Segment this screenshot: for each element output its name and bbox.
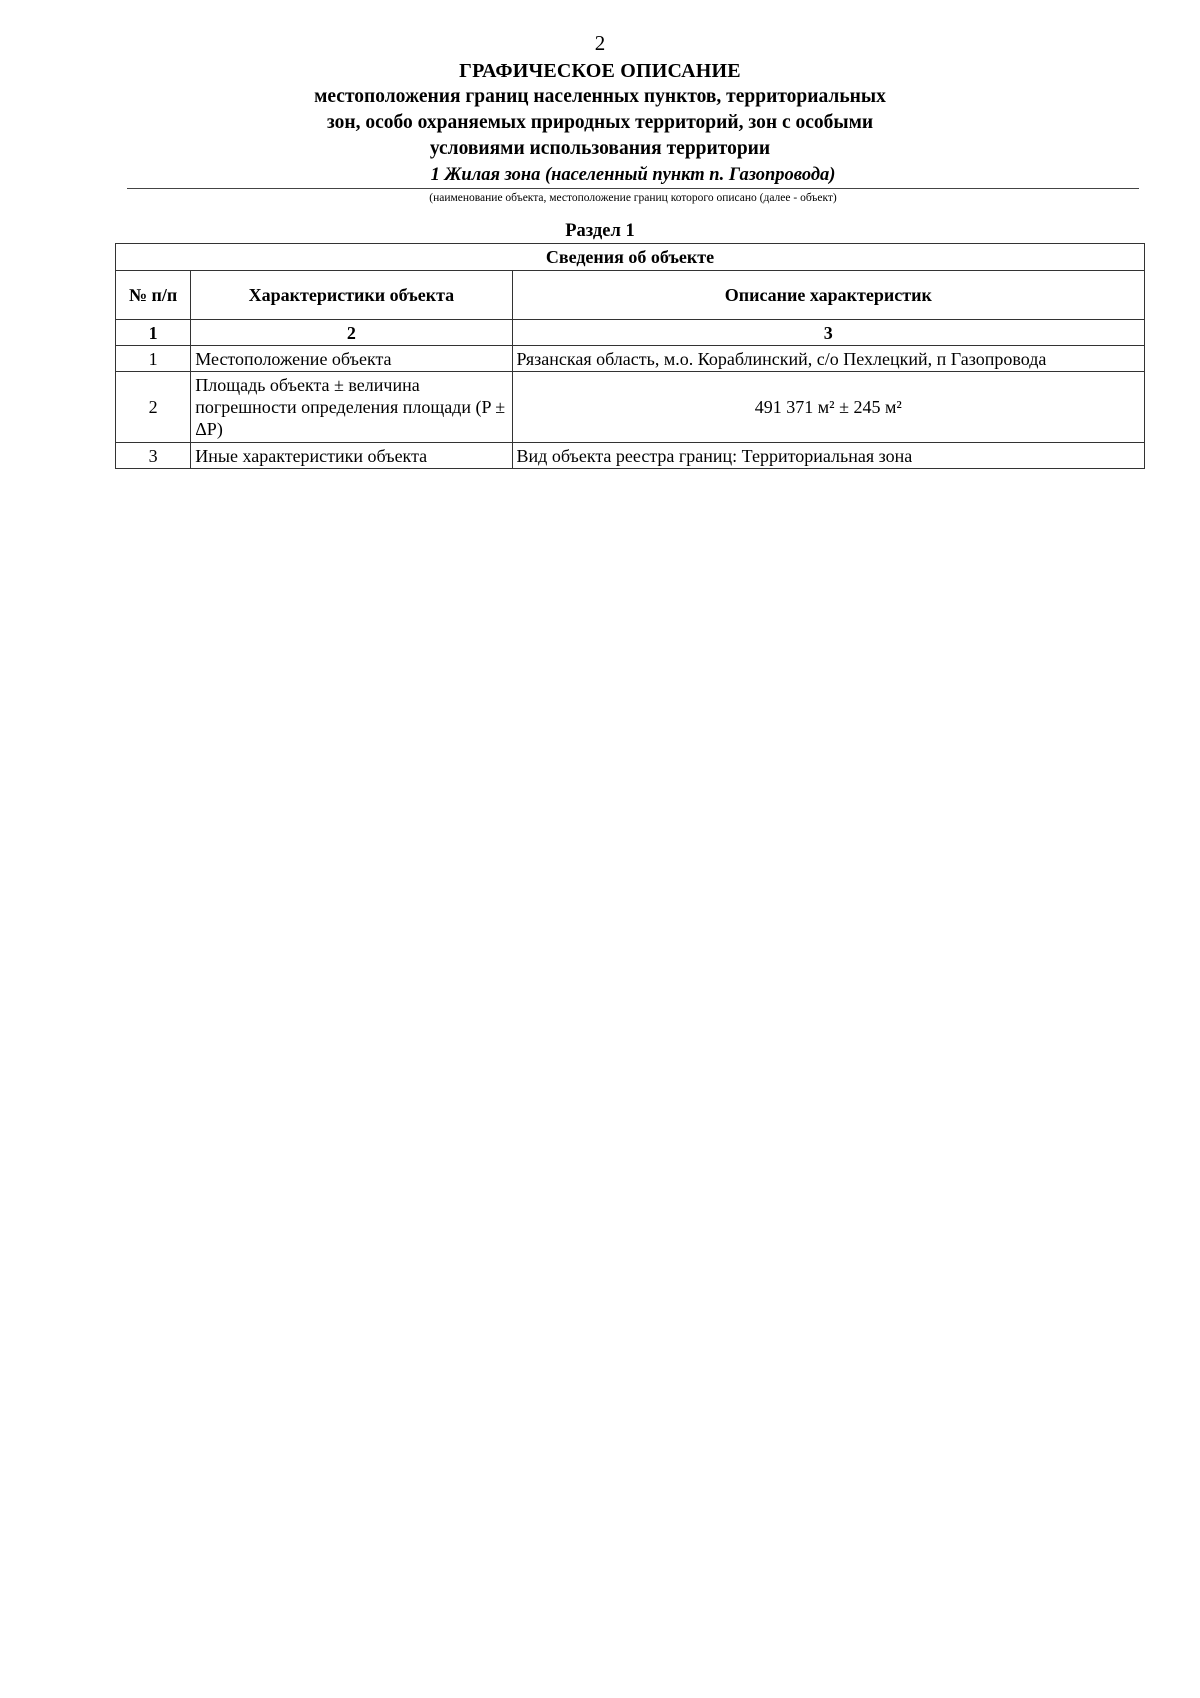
row-num: 2 <box>116 372 191 443</box>
table-row <box>116 443 1145 469</box>
header-description: Описание характеристик <box>512 271 1144 320</box>
row-characteristic: Иные характеристики объекта <box>191 443 512 469</box>
column-index-1: 1 <box>116 320 191 346</box>
page-number: 2 <box>594 31 606 55</box>
table-header-row <box>116 271 1145 320</box>
document-header <box>0 58 1200 162</box>
object-name: 1 Жилая зона (населенный пункт п. Газопровода) <box>430 165 836 185</box>
row-description: 491 371 м² ± 245 м² <box>512 372 1144 443</box>
table-column-index-row <box>116 320 1145 346</box>
table-row <box>116 372 1145 443</box>
header-num: № п/п <box>116 271 191 320</box>
row-description: Вид объекта реестра границ: Территориальная зона <box>512 443 1144 469</box>
row-num: 1 <box>116 346 191 372</box>
document-subtitle-line-1: местоположения границ населенных пунктов, территориальных <box>314 86 886 107</box>
row-characteristic: Местоположение объекта <box>191 346 512 372</box>
document-subtitle-line-2: зон, особо охраняемых природных территорий, зон с особыми <box>326 112 874 133</box>
row-characteristic: Площадь объекта ± величина погрешности определения площади (P ± ΔP) <box>191 372 512 443</box>
column-index-3: 3 <box>512 320 1144 346</box>
table-caption-row <box>116 244 1145 271</box>
object-name-caption: (наименование объекта, местоположение границ которого описано (далее - объект) <box>429 192 837 204</box>
row-num: 3 <box>116 443 191 469</box>
section-title: Раздел 1 <box>565 221 635 241</box>
document-title: ГРАФИЧЕСКОЕ ОПИСАНИЕ <box>459 60 741 82</box>
column-index-2: 2 <box>191 320 512 346</box>
table-row <box>116 346 1145 372</box>
document-subtitle-line-3: условиями использования территории <box>429 138 771 159</box>
object-name-underline <box>127 188 1139 189</box>
header-characteristics: Характеристики объекта <box>191 271 512 320</box>
row-description: Рязанская область, м.о. Кораблинский, с/о Пехлецкий, п Газопровода <box>512 346 1144 372</box>
object-info-table <box>115 243 1145 469</box>
table-caption: Сведения об объекте <box>116 244 1145 271</box>
